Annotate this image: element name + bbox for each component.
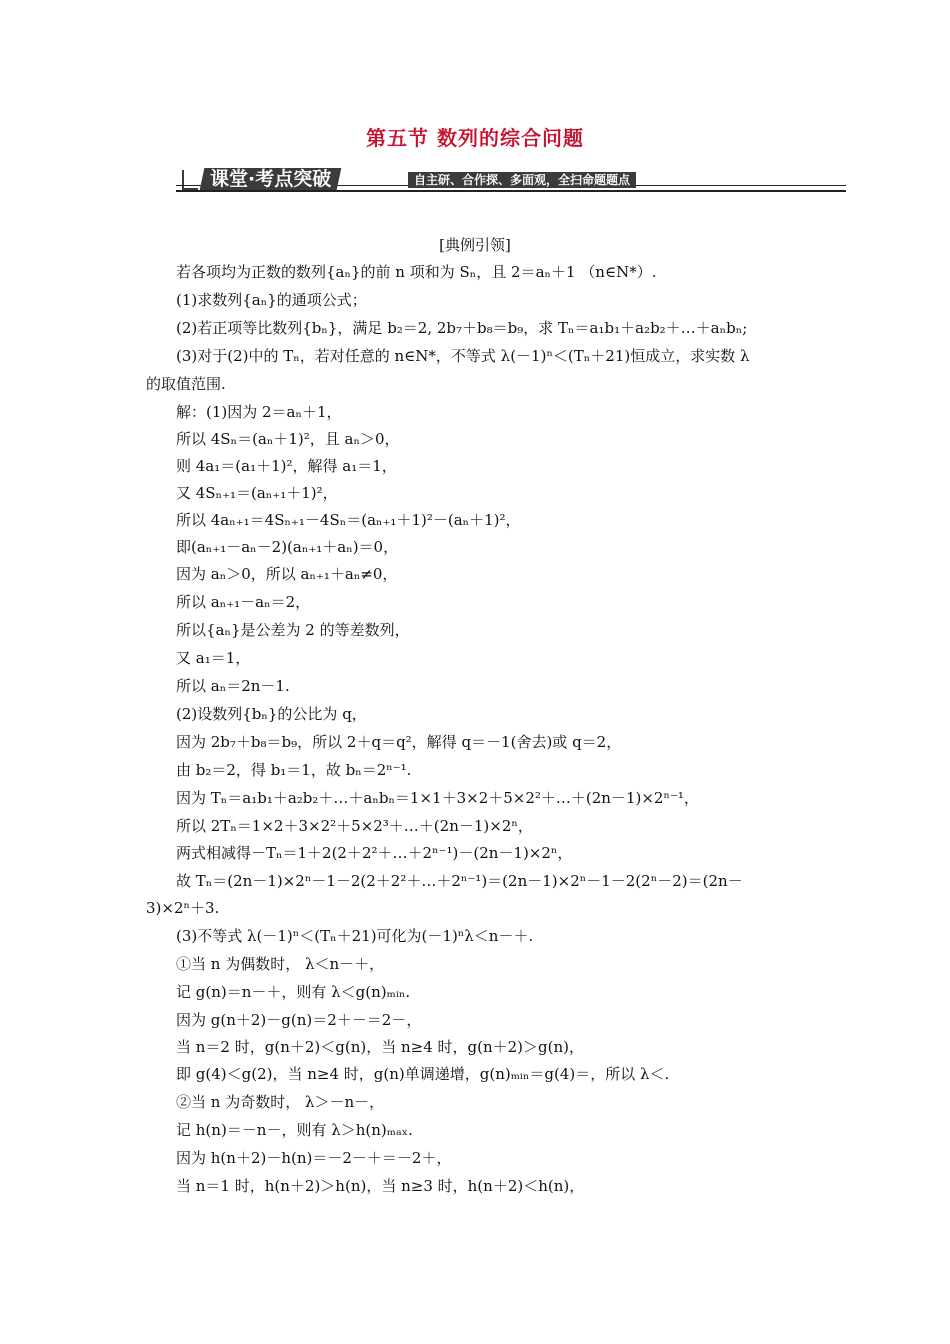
text-line: 所以{aₙ}是公差为 2 的等差数列， <box>176 621 410 639</box>
text-line: (3)不等式 λ(－1)ⁿ＜(Tₙ＋21)可化为(－1)ⁿλ＜n－＋. <box>176 927 534 945</box>
text-line: 因为 2b₇＋b₈＝b₉，所以 2＋q＝q²，解得 q＝－1(舍去)或 q＝2， <box>176 733 622 751</box>
text-line: 3)×2ⁿ＋3. <box>146 899 220 917</box>
text-line: ①当 n 为偶数时， λ＜n－＋， <box>176 955 385 973</box>
text-line: 所以 aₙ₊₁－aₙ＝2， <box>176 593 311 611</box>
text-line: 若各项均为正数的数列{aₙ}的前 n 项和为 Sₙ，且 2＝aₙ＋1 （n∈N*）. <box>176 263 657 281</box>
text-line: 即(aₙ₊₁－aₙ－2)(aₙ₊₁＋aₙ)＝0， <box>176 538 399 556</box>
text-line: 又 a₁＝1， <box>176 649 251 667</box>
section-label: [典例引领] <box>439 236 511 254</box>
text-line: (2)设数列{bₙ}的公比为 q， <box>176 705 367 723</box>
text-line: (3)对于(2)中的 Tₙ，若对任意的 n∈N*，不等式 λ(－1)ⁿ＜(Tₙ＋21)恒成立，求实数 λ <box>176 347 750 365</box>
text-line: 故 Tₙ＝(2n－1)×2ⁿ－1－2(2＋2²＋…＋2ⁿ⁻¹)＝(2n－1)×2ⁿ－1－2(2ⁿ－2)＝(2n－ <box>176 872 743 890</box>
banner-sub-label: 自主研、合作探、多面观，全扫命题题点 <box>408 172 636 188</box>
text-line: 即 g(4)＜g(2)，当 n≥4 时，g(n)单调递增，g(n)ₘᵢₙ＝g(4)＝，所以 λ＜. <box>176 1065 670 1083</box>
text-line: ②当 n 为奇数时， λ＞－n－， <box>176 1093 385 1111</box>
text-line: 解：(1)因为 2＝aₙ＋1， <box>176 403 342 421</box>
text-line: (1)求数列{aₙ}的通项公式； <box>176 291 367 309</box>
text-line: 由 b₂＝2，得 b₁＝1，故 bₙ＝2ⁿ⁻¹. <box>176 761 412 779</box>
text-line: 两式相减得－Tₙ＝1＋2(2＋2²＋…＋2ⁿ⁻¹)－(2n－1)×2ⁿ， <box>176 844 573 862</box>
text-line: 所以 2Tₙ＝1×2＋3×2²＋5×2³＋…＋(2n－1)×2ⁿ， <box>176 817 533 835</box>
text-line: 又 4Sₙ₊₁＝(aₙ₊₁＋1)²， <box>176 484 338 502</box>
text-line: 记 g(n)＝n－＋，则有 λ＜g(n)ₘᵢₙ. <box>176 983 411 1001</box>
section-banner <box>176 166 846 194</box>
text-line: 则 4a₁＝(a₁＋1)²，解得 a₁＝1， <box>176 457 397 475</box>
text-line: 所以 4aₙ₊₁＝4Sₙ₊₁－4Sₙ＝(aₙ₊₁＋1)²－(aₙ＋1)²， <box>176 511 521 529</box>
text-line: 所以 4Sₙ＝(aₙ＋1)²，且 aₙ＞0， <box>176 430 400 448</box>
page-title: 第五节 数列的综合问题 <box>366 126 584 150</box>
text-line: 当 n＝1 时，h(n＋2)＞h(n)，当 n≥3 时，h(n＋2)＜h(n)， <box>176 1177 585 1195</box>
text-line: 因为 aₙ＞0，所以 aₙ₊₁＋aₙ≠0， <box>176 565 398 583</box>
banner-main-label: 课堂·考点突破 <box>200 168 342 190</box>
text-line: 因为 g(n＋2)－g(n)＝2＋－＝2－， <box>176 1011 422 1029</box>
text-line: 记 h(n)＝－n－，则有 λ＞h(n)ₘₐₓ. <box>176 1121 413 1139</box>
text-line: 所以 aₙ＝2n－1. <box>176 677 290 695</box>
text-line: (2)若正项等比数列{bₙ}，满足 b₂＝2, 2b₇＋b₈＝b₉，求 Tₙ＝a₁b₁＋a₂b₂＋…＋aₙbₙ; <box>176 319 748 337</box>
text-line: 的取值范围. <box>146 375 226 393</box>
text-line: 因为 Tₙ＝a₁b₁＋a₂b₂＋…＋aₙbₙ＝1×1＋3×2＋5×2²＋…＋(2n－1)×2ⁿ⁻¹， <box>176 789 699 807</box>
banner-decoration <box>182 170 198 190</box>
text-line: 因为 h(n＋2)－h(n)＝－2－＋＝－2＋， <box>176 1149 452 1167</box>
text-line: 当 n＝2 时，g(n＋2)＜g(n)，当 n≥4 时，g(n＋2)＞g(n)， <box>176 1038 585 1056</box>
banner-rule <box>176 190 846 192</box>
